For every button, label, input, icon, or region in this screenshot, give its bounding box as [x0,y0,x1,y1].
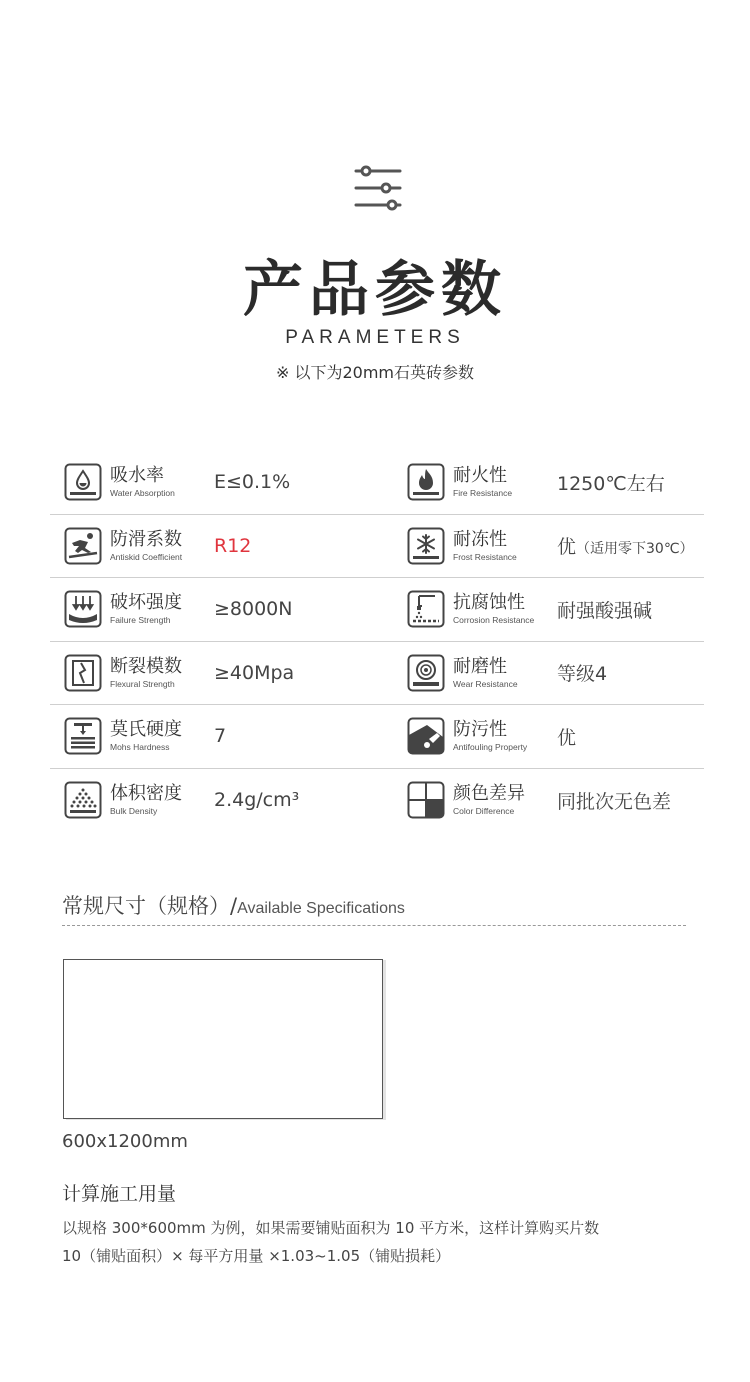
param-name: 耐冻性 [453,528,507,550]
param-value-main: 优 [557,536,577,559]
param-name: 吸水率 [110,465,164,487]
param-value: 优 [557,726,577,749]
divider [62,925,686,926]
sliders-icon [352,164,404,216]
param-name: 抗腐蚀性 [453,592,525,614]
tile-illustration [63,959,383,1119]
param-name-en: Mohs Hardness [110,742,170,753]
param-value: 等级4 [557,663,608,686]
calc-text [62,1214,702,1270]
fire-icon [407,463,445,501]
param-value: 同批次无色差 [557,790,672,813]
param-name-en: Bulk Density [110,806,158,817]
param-value: 耐强酸强碱 [557,599,653,622]
hardness-icon [64,717,102,755]
param-value: 7 [214,725,227,748]
param-name-en: Wear Resistance [453,678,518,689]
param-name-en: Color Difference [453,806,515,817]
param-color-difference [397,769,704,833]
param-value: ≥8000N [214,598,293,621]
param-name-en: Fire Resistance [453,488,513,499]
param-name-en: Corrosion Resistance [453,615,535,626]
param-name-en: Antifouling Property [453,742,528,753]
params-row [50,578,704,642]
param-water-absorption [50,451,397,514]
specs-title [62,890,405,920]
param-value: ≥40Mpa [214,661,295,684]
params-row [50,769,704,833]
param-name: 莫氏硬度 [110,719,182,741]
calc-title: 计算施工用量 [62,1183,177,1205]
param-value: R12 [214,534,252,557]
param-name: 耐火性 [453,465,507,487]
param-corrosion-resistance [397,578,704,641]
param-name-en: Water Absorption [110,488,175,499]
params-row [50,515,704,579]
tile-size: 600x1200mm [62,1131,188,1152]
specs-title-zh: 常规尺寸（规格）/ [62,894,238,918]
antifouling-icon [407,717,445,755]
param-value: 2.4g/cm³ [214,789,300,812]
color-diff-icon [407,781,445,819]
corrosion-icon [407,590,445,628]
specs-title-en: Available Specifications [237,900,405,917]
param-value: E≤0.1% [214,471,291,494]
calc-line-1: 以规格 300*600mm 为例，如果需要铺贴面积为 10 平方米，这样计算购买片数 [62,1219,600,1237]
param-flexural-strength [50,642,397,705]
density-icon [64,781,102,819]
param-mohs-hardness [50,705,397,768]
slip-icon [64,527,102,565]
param-value [557,532,694,559]
page-subtitle: PARAMETERS [285,327,465,348]
snowflake-icon [407,527,445,565]
param-antiskid [50,515,397,578]
param-name: 耐磨性 [453,655,507,677]
param-name-en: Failure Strength [110,615,171,626]
param-frost-resistance [397,515,704,578]
param-name: 体积密度 [110,783,182,805]
param-antifouling [397,705,704,768]
param-fire-resistance [397,451,704,514]
params-row [50,705,704,769]
flexural-icon [64,654,102,692]
params-row [50,451,704,515]
params-row [50,642,704,706]
page-title: 产品参数 [243,255,507,325]
param-name-en: Frost Resistance [453,551,517,562]
calc-line-2: 10（铺贴面积）× 每平方用量 ×1.03~1.05（铺贴损耗） [62,1247,451,1265]
param-value-note: （适用零下30℃） [576,541,694,558]
param-wear-resistance [397,642,704,705]
param-name-en: Flexural Strength [110,678,175,689]
wear-icon [407,654,445,692]
params-table [50,451,704,832]
param-failure-strength [50,578,397,641]
param-name: 防污性 [453,719,507,741]
param-name: 破坏强度 [110,592,182,614]
param-name-en: Antiskid Coefficient [110,551,183,562]
params-note: ※ 以下为20mm石英砖参数 [275,363,475,382]
pressure-icon [64,590,102,628]
param-name: 防滑系数 [110,528,182,550]
param-bulk-density [50,769,397,833]
param-name: 断裂模数 [110,655,182,677]
param-name: 颜色差异 [453,783,525,805]
water-drop-icon [64,463,102,501]
param-value: 1250℃左右 [557,472,665,495]
